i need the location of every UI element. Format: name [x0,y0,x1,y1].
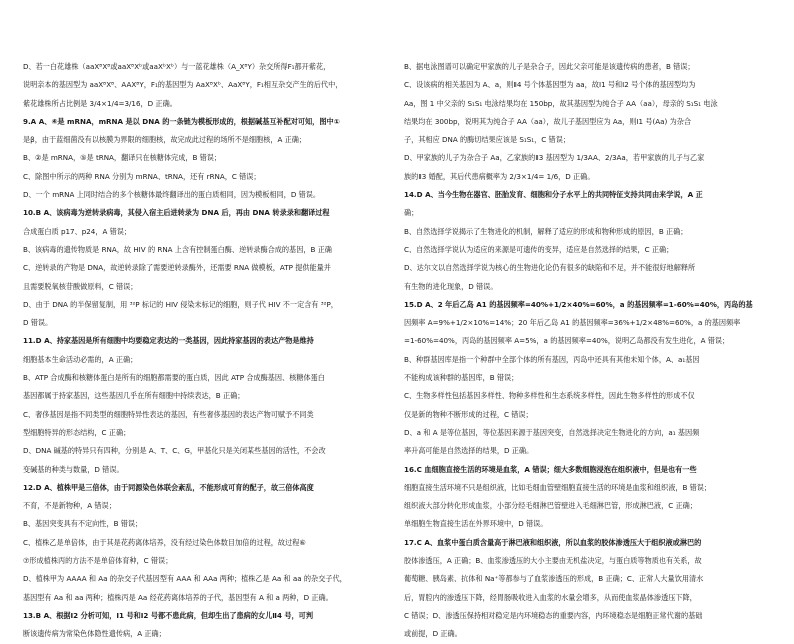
question-line: 12.D A、植株甲是三倍体，由于同源染色体联会紊乱，不能形成可育的配子，故三倍体高度 [23,482,314,492]
text-line: 变碱基的种类与数量，D 错误。 [23,464,124,474]
question-line: 9.A A、④是 mRNA，mRNA 是以 DNA 的一条链为模板形成的，根据碱基互补配对可知，图中① [23,116,340,126]
text-line: B、基因突变具有不定向性，B 错误； [23,519,143,529]
text-line: 组织液大部分转化形成血浆，小部分经毛细淋巴管壁进入毛细淋巴管，形成淋巴液，C 正确； [404,501,697,511]
text-line: D、a 和 A 是等位基因，等位基因来源于基因突变，自然选择决定生物进化的方向，a₁ 基因频 [404,427,700,437]
text-line: =1-60%=40%，丙岛的基因频率 A=5%，a 的基因频率=40%，说明乙岛都没有发生进化，A 错误； [404,336,730,346]
text-line: C、生物多样性包括基因多样性、物种多样性和生态系统多样性，因此生物多样性的形成不仅 [404,391,695,401]
text-line: C、奢侈基因是指不同类型的细胞特异性表达的基因，有些奢侈基因的表达产物可赋予不同类 [23,409,314,419]
text-line: C、逆转录的产物是 DNA，故逆转录除了需要逆转录酶外，还需要 RNA 做模板，ATP 提供能量并 [23,263,331,273]
text-line: 基因都属于持家基因，这些基因几乎在所有细胞中持续表达，B 正确； [23,391,245,401]
text-line: 葡萄糖、胰岛素、抗体和 Na⁺等都参与了血浆渗透压的形成，B 正确；C、正常人大量饮用清水 [404,574,704,584]
text-line: B、ATP 合成酶和核糖体蛋白是所有的细胞都需要的蛋白质，因此 ATP 合成酶基因、核糖体蛋白 [23,373,325,383]
text-line: 因频率 A=9%+1/2×10%=14%；20 年后乙岛 A1 的基因频率=36%+1/2×48%=60%，a 的基因频率 [404,318,741,328]
text-line: 细胞直接生活环境不只是组织液，比如毛细血管壁细胞直接生活的环境是血浆和组织液，B 错误； [404,482,712,492]
text-line: 说明亲本的基因型为 aaXᴮXᴮ、AAXᴮY，F₁的基因型为 AaXᴮXᵇ、AaXᴮY，F₁相互杂交产生的后代中， [23,80,343,90]
text-line: D 错误。 [23,318,53,328]
text-line: 确； [404,208,419,218]
text-line: D、达尔文以自然选择学说为核心的生物进化论仍有很多的缺陷和不足，并不能很好地解释所 [404,263,696,273]
text-line: B、②是 mRNA，⑤是 tRNA，翻译只在核糖体完成，B 错误； [23,153,222,163]
text-line: 型细胞特异的形态结构，C 正确； [23,427,131,437]
question-line: 10.B A、该病毒为逆转录病毒，其侵入宿主后进转录为 DNA 后，再由 DNA 转录录和翻译过程 [23,208,330,218]
text-line: 单细胞生物直接生活在外界环境中，D 错误。 [404,519,548,529]
text-line: C、设该病的相关基因为 A、a，则Ⅱ4 号个体基因型为 aa，故Ⅰ1 号和Ⅰ2 号个体的基因型均为 [404,80,696,90]
text-line: 基因型有 Aa 和 aa 两种；植株丙是 Aa 经花药离体培养的子代，基因型有 A 和 a 两种，D 正确。 [23,592,333,602]
text-line: 有生物的进化现象，D 错误。 [404,281,498,291]
text-line: 后，胃腔内的渗透压下降，经胃肠吸收进入血浆的水量会增多，从而使血浆晶体渗透压下降， [404,592,697,602]
text-line: 紫花雄株所占比例是 3/4×1/4=3/16，D 正确。 [23,98,177,108]
text-line: D、DNA 碱基的特异只有四种，分别是 A、T、C、G，甲基化只是关闭某些基因的活性，不会改 [23,446,326,456]
question-line: 11.D A、持家基因是所有细胞中均要稳定表达的一类基因，因此持家基因的表达产物是维持 [23,336,314,346]
text-line: D、由于 DNA 的半保留复制，用 ³²P 标记的 HIV 侵染未标记的细胞，则子代 HIV 不一定含有 ³²P， [23,299,338,309]
text-line: B、据电泳图谱可以确定甲家族的儿子是杂合子，因此父亲可能是该遗传病的患者，B 错误； [404,62,695,71]
question-line: 17.C A、血浆中蛋白质含量高于淋巴液和组织液，所以血浆的胶体渗透压大于组织液或淋巴的 [404,537,702,547]
text-line: 子，其相应 DNA 的酶切结果应该是 S₁S₁，C 错误； [404,135,570,145]
text-line: 不能构成该种群的基因库，B 错误； [404,373,519,383]
text-line: C、自然选择学说认为适应的来源是可遗传的变异，适应是自然选择的结果，C 正确； [404,244,674,254]
text-line: B、自然选择学说揭示了生物进化的机制，解释了适应的形成和物种形成的原因，B 正确； [404,226,688,236]
text-line: D、一个 mRNA 上同时结合的多个核糖体最终翻译出的蛋白质相同，因为模板相同，D 错误。 [23,190,321,200]
text-line: 断该遗传病为常染色体隐性遗传病，A 正确； [23,629,166,639]
text-line: 不育，不是新物种，A 错误； [23,501,116,511]
text-line: D、甲家族的儿子为杂合子 Aa，乙家族的Ⅱ3 基因型为 1/3AA、2/3Aa，若甲家族的儿子与乙家 [404,153,705,163]
text-line: B、该病毒的遗传物质是 RNA，故 HIV 的 RNA 上含有控制蛋白酶、逆转录酶合成的基因，B 正确 [23,244,332,254]
text-line: C 错误；D、渗透压保持相对稳定是内环境稳态的重要内容，内环境稳态是细胞正常代谢的基础 [404,610,703,620]
right-column [404,58,772,644]
question-line: 16.C 血细胞直接生活的环境是血浆，A 错误；细大多数细胞浸泡在组织液中，但是也有一些 [404,464,697,474]
left-column [23,58,391,644]
text-line: C、植株乙是单倍体，由于其是花药离体培养，没有经过染色体数目加倍的过程，故过程⑥ [23,537,306,547]
text-line: D、若一白花雄株（aaXᴮXᴮ或aaXᴮXᵇ或aaXᵇXᵇ）与一蓝花雄株（A_XᴮY）杂交所得F₁都开紫花， [23,62,331,71]
text-line: 且需要脱氧核苷酸做原料，C 错误； [23,281,138,291]
text-line: 结果均在 300bp，说明其为纯合子 AA（aa），故儿子基因型应为 Aa，则Ⅰ1 号(Aa) 为杂合 [404,116,692,126]
text-line: 细胞基本生命活动必需的，A 正确； [23,354,138,364]
text-line: D、植株甲为 AAAA 和 Aa 的杂交子代基因型有 AAA 和 AAa 两种；植株乙是 Aa 和 aa 的杂交子代， [23,574,347,584]
text-line: C、除图中所示的两种 RNA 分别为 mRNA、tRNA，还有 rRNA，C 错误； [23,171,261,181]
text-line: B、种群基因库是指一个种群中全部个体的所有基因，丙岛中还具有其他未知个体，A、a₁基因 [404,354,700,364]
text-line: ⑦形成植株丙的方法不是单倍体育种，C 错误； [23,556,173,566]
question-line: 13.B A、根据Ⅰ2 分析可知，Ⅰ1 号和Ⅰ2 号都不患此病，但却生出了患病的女儿Ⅱ4 号，可判 [23,610,313,620]
text-line: 率升高可能是自然选择的结果，D 正确。 [404,446,534,456]
text-line: 是β，由于蓝细菌没有以核膜为界限的细胞核，故完成此过程的场所不是细胞核，A 正确； [23,135,307,145]
text-line: 胶体渗透压，A 正确；B、血浆渗透压的大小主要由无机盐决定，与蛋白质等物质也有关系，故 [404,556,702,566]
text-line: 仅是新的物种不断形成的过程，C 错误； [404,409,533,419]
text-line: 或前提，D 正确。 [404,629,462,639]
text-line: 族的Ⅱ3 婚配，其后代患病概率为 2/3×1/4= 1/6，D 正确。 [404,171,595,181]
question-line: 14.D A、当今生物在器官、胚胎发育、细胞和分子水平上的共同特征支持共同由来学说，A 正 [404,190,703,200]
text-line: Aa，图 1 中父亲的 S₁S₁ 电泳结果均在 150bp，故其基因型为纯合子 AA（aa），母亲的 S₁S₁ 电泳 [404,98,718,108]
question-line: 15.D A、2 年后乙岛 A1 的基因频率=40%+1/2×40%=60%，a 的基因频率=1-60%=40%，丙岛的基 [404,299,753,309]
text-line: 合成蛋白质 p17、p24，A 错误； [23,226,132,236]
